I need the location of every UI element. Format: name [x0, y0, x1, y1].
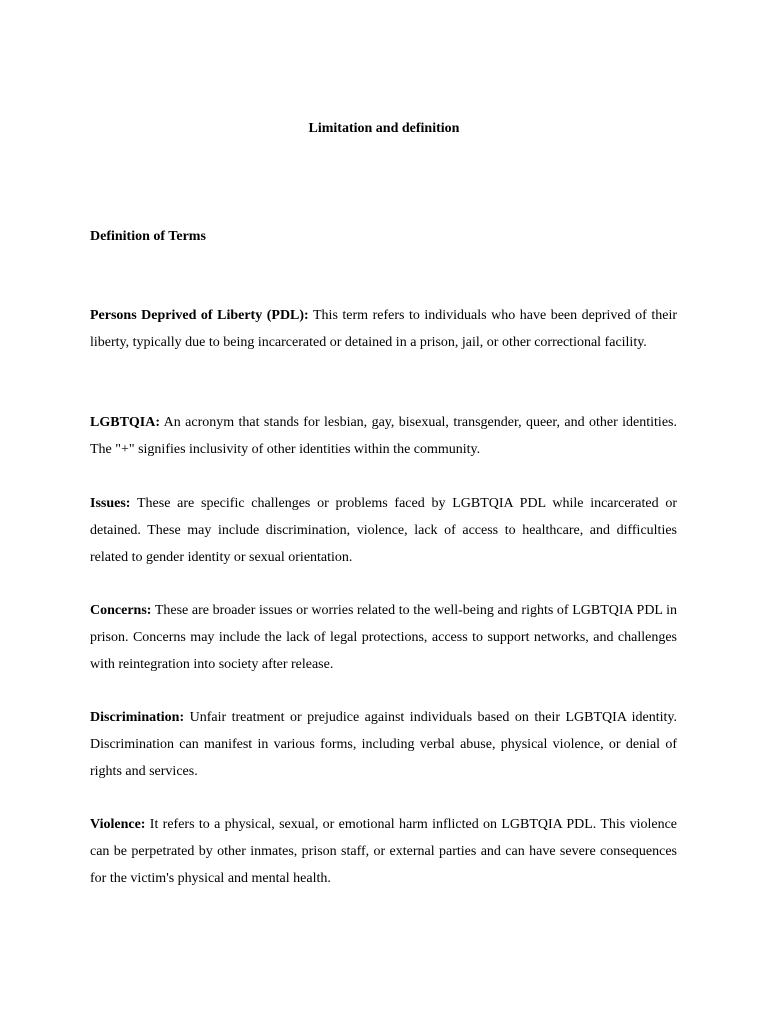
term-name: Concerns:: [90, 603, 152, 618]
term-name: Discrimination:: [90, 710, 185, 725]
term-text: It refers to a physical, sexual, or emotional harm inflicted on LGBTQIA PDL. This violence can be perpetrated by other inmates, prison staff, or external parties and can have severe consequences for the victim's physical and mental health.: [90, 817, 678, 886]
term-text: An acronym that stands for lesbian, gay, bisexual, transgender, queer, and other identities. The "+" signifies inclusivity of other identities within the community.: [90, 415, 677, 457]
term-definition-violence: [90, 811, 677, 892]
term-name: LGBTQIA:: [90, 415, 161, 430]
term-definition-issues: [90, 490, 677, 571]
term-definition-pdl: [90, 302, 677, 356]
term-name: Violence:: [90, 817, 146, 832]
term-name: Persons Deprived of Liberty (PDL):: [90, 308, 309, 323]
term-text: These are specific challenges or problems faced by LGBTQIA PDL while incarcerated or detained. These may include discrimination, violence, lack of access to healthcare, and difficulties related to gender identity or sexual orientation.: [90, 496, 678, 565]
section-heading: Definition of Terms: [90, 229, 206, 244]
page-title: Limitation and definition: [308, 121, 460, 136]
term-text: Unfair treatment or prejudice against individuals based on their LGBTQIA identity. Discrimination can manifest in various forms, including verbal abuse, physical violence, or denial of rights and services.: [90, 710, 678, 779]
term-text: This term refers to individuals who have been deprived of their liberty, typically due to being incarcerated or detained in a prison, jail, or other correctional facility.: [90, 308, 677, 350]
term-definition-concerns: [90, 597, 677, 678]
term-name: Issues:: [90, 496, 131, 511]
term-definition-lgbtqia: [90, 409, 677, 463]
term-definition-discrimination: [90, 704, 677, 785]
term-text: These are broader issues or worries related to the well-being and rights of LGBTQIA PDL in prison. Concerns may include the lack of legal protections, access to support networks, and challenges with reintegration into society after release.: [90, 603, 677, 672]
